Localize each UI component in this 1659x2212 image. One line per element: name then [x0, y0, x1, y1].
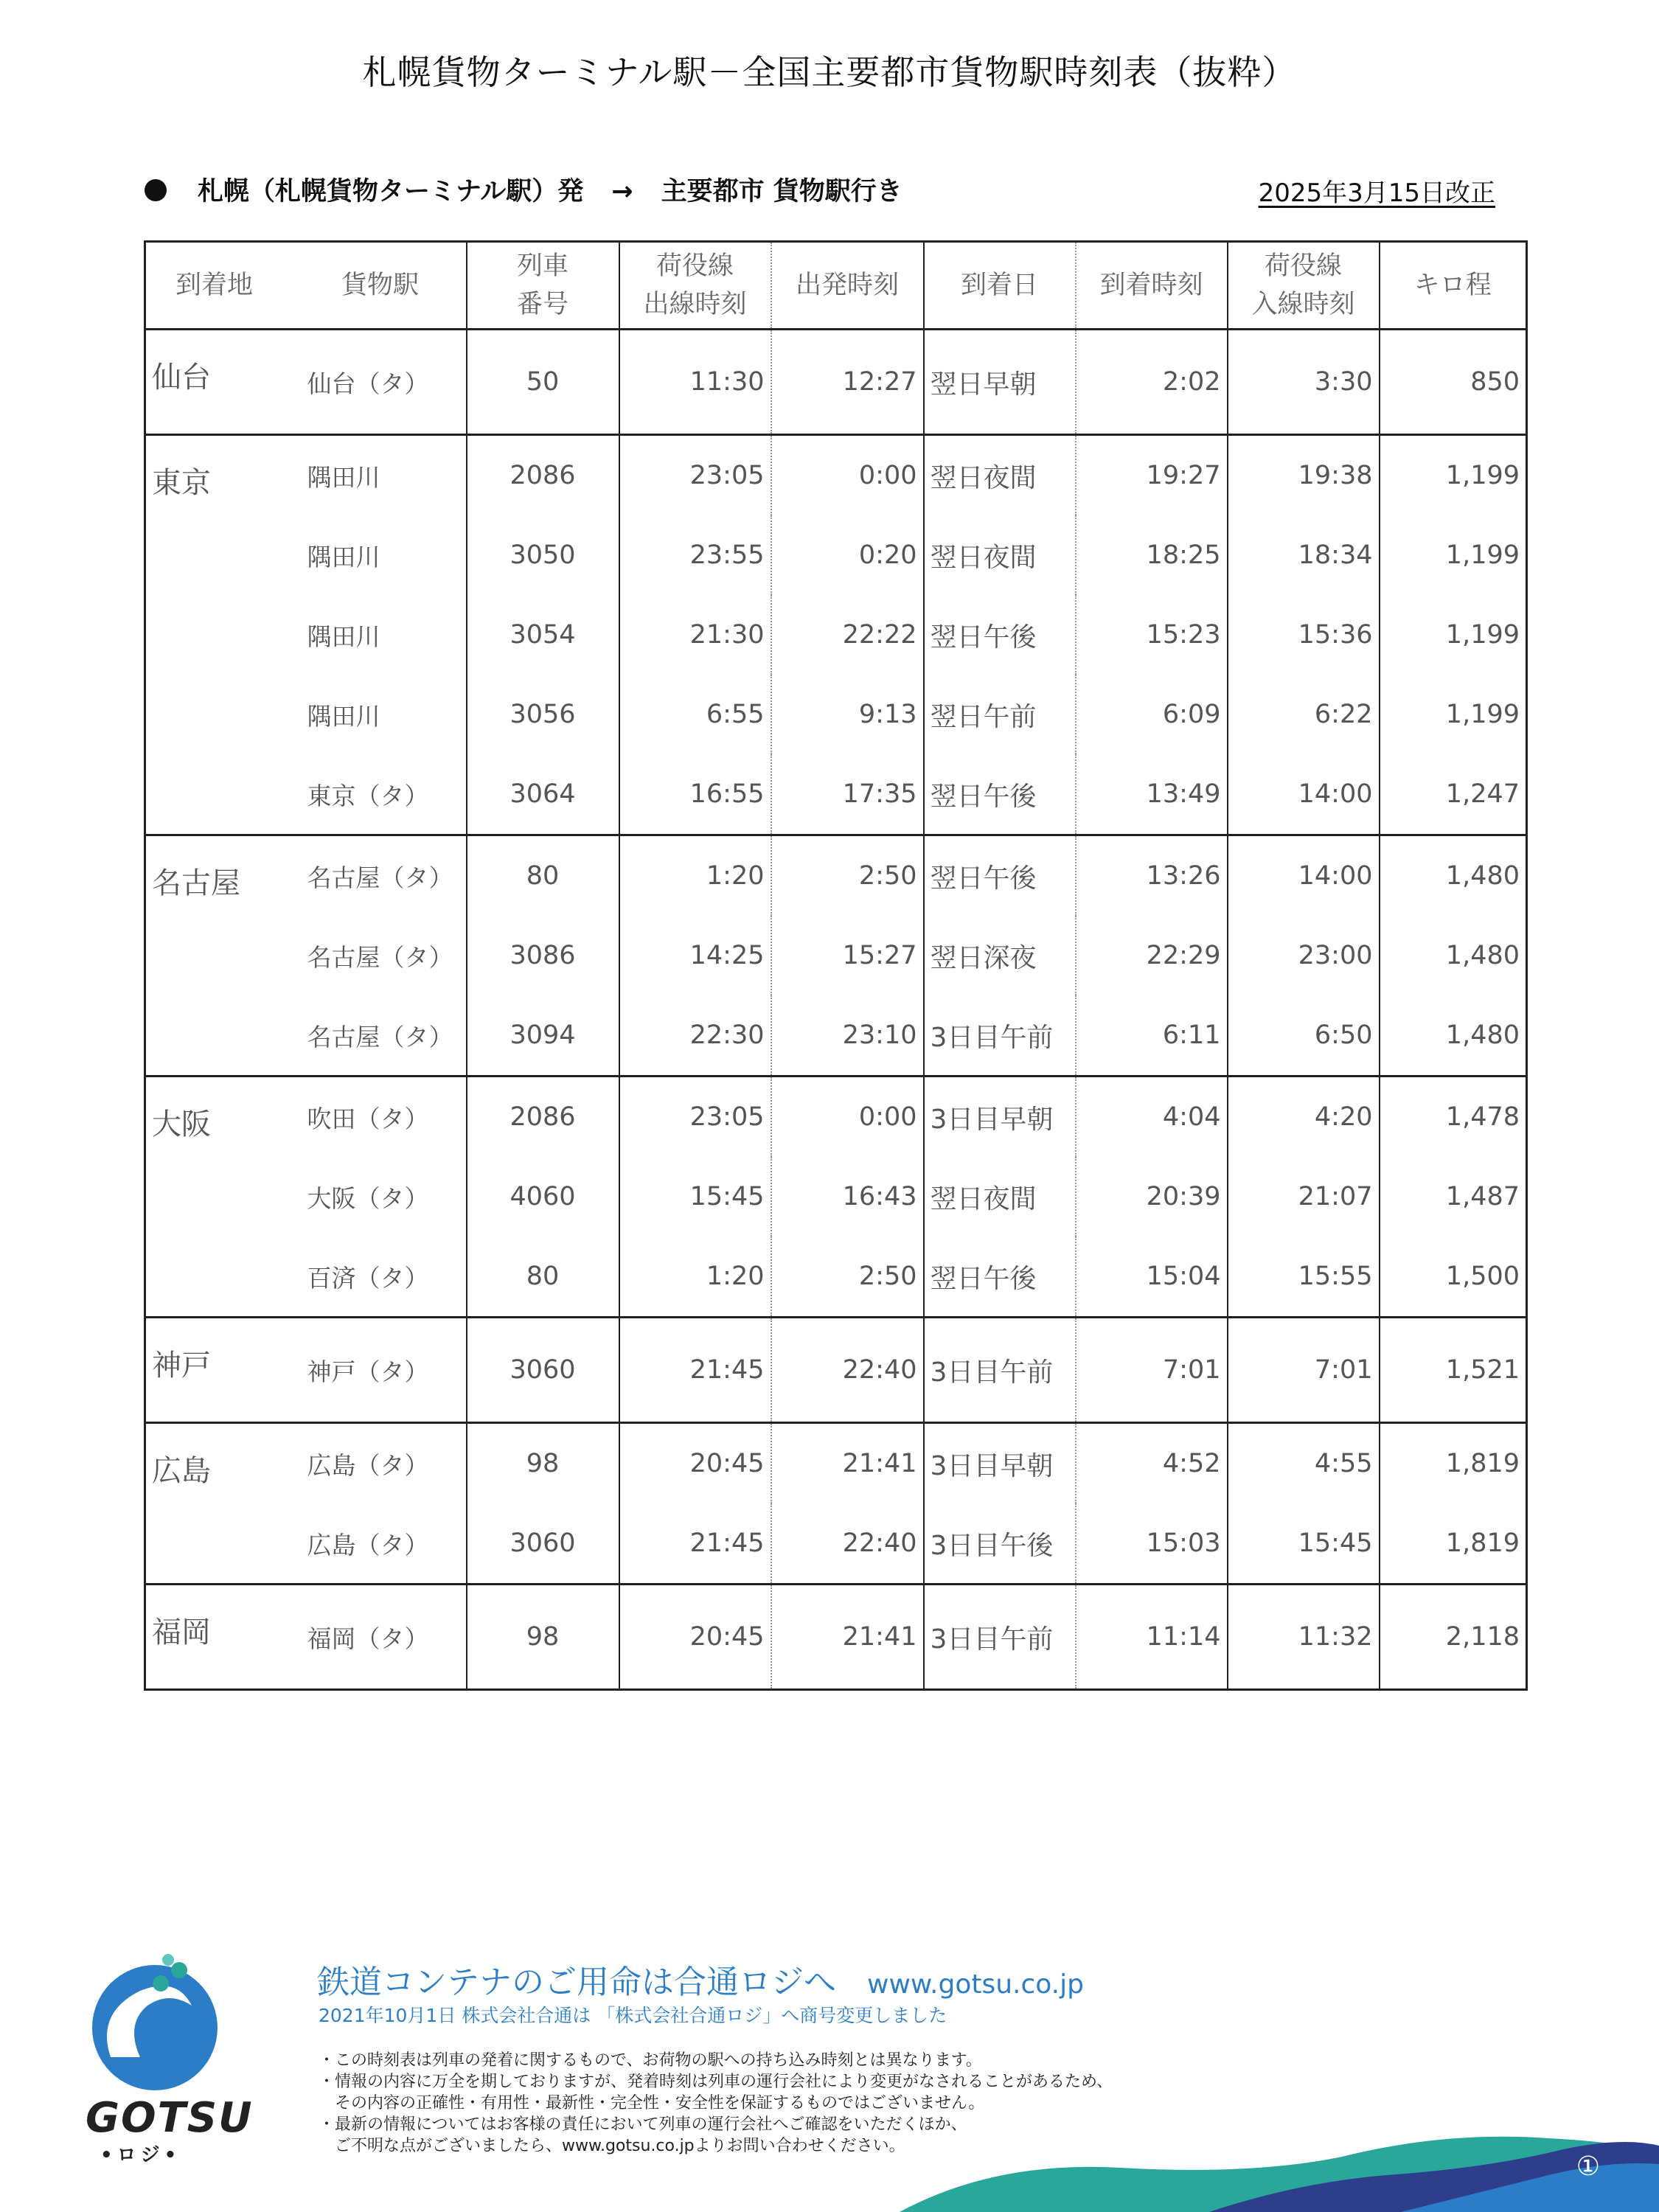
load-time-cell: 1:20	[619, 1237, 771, 1318]
arrive-time-cell: 18:25	[1076, 515, 1228, 595]
distance-cell: 1,500	[1380, 1237, 1527, 1318]
unload-time-cell: 7:01	[1228, 1318, 1380, 1423]
arrive-time-cell: 6:11	[1076, 995, 1228, 1077]
route-heading	[145, 171, 902, 208]
unload-time-cell: 14:00	[1228, 835, 1380, 917]
table-row	[145, 1077, 1527, 1158]
table-row	[145, 1237, 1527, 1318]
train-no-cell: 98	[467, 1423, 619, 1504]
depart-cell: 12:27	[771, 330, 924, 435]
arrive-day-cell: 翌日早朝	[924, 330, 1076, 435]
unload-time-cell: 15:55	[1228, 1237, 1380, 1318]
note-line: ・この時刻表は列車の発着に関するもので、お荷物の駅への持ち込み時刻とは異なります。	[319, 2051, 982, 2070]
city-cell: 東京	[145, 435, 299, 835]
distance-cell: 1,199	[1380, 675, 1527, 754]
arrive-day-cell: 翌日午後	[924, 1237, 1076, 1318]
station-cell: 百済（タ）	[307, 1263, 429, 1293]
note-line: その内容の正確性・有用性・最新性・完全性・安全性を保証するものではございません。	[335, 2094, 985, 2113]
station-cell: 広島（タ）	[299, 1423, 467, 1504]
load-time-cell: 11:30	[619, 330, 771, 435]
note-line: ・最新の情報についてはお客様の責任において列車の運行会社へご確認をいただくほか、	[319, 2115, 967, 2135]
station-cell: 東京（タ）	[307, 781, 429, 810]
train-no-cell: 4060	[467, 1157, 619, 1237]
header-train-no: 列車 番号	[467, 242, 619, 330]
route-to: 主要都市 貨物駅行き	[661, 177, 902, 206]
note-line: ・情報の内容に万全を期しておりますが、発着時刻は列車の運行会社により変更がなされることがあるため、	[319, 2073, 1113, 2092]
unload-time-cell: 6:22	[1228, 675, 1380, 754]
table-row	[145, 835, 1527, 917]
distance-cell: 1,487	[1380, 1157, 1527, 1237]
distance-cell: 2,118	[1380, 1585, 1527, 1690]
depart-cell: 0:00	[771, 435, 924, 516]
load-time-cell: 16:55	[619, 754, 771, 835]
table-row	[145, 435, 1527, 516]
station-cell: 大阪（タ）	[307, 1183, 429, 1213]
load-time-cell: 23:55	[619, 515, 771, 595]
depart-cell: 16:43	[771, 1157, 924, 1237]
arrive-day-cell: 3日目午前	[924, 1585, 1076, 1690]
logo-text: GOTSU	[86, 2094, 254, 2142]
load-time-cell: 21:45	[619, 1318, 771, 1423]
depart-cell: 17:35	[771, 754, 924, 835]
distance-cell: 1,819	[1380, 1503, 1527, 1585]
table-row	[145, 1503, 1527, 1585]
station-cell: 吹田（タ）	[299, 1077, 467, 1158]
arrive-time-cell: 15:04	[1076, 1237, 1228, 1318]
header-row	[145, 242, 1527, 330]
page-number: ①	[1576, 2152, 1600, 2182]
table-row	[145, 754, 1527, 835]
unload-time-cell: 15:36	[1228, 595, 1380, 675]
logo-subtext: •ロジ•	[100, 2144, 181, 2166]
revision-date: 2025年3月15日改正	[1258, 178, 1495, 208]
distance-cell: 1,480	[1380, 995, 1527, 1077]
unload-time-cell: 11:32	[1228, 1585, 1380, 1690]
slogan-text: 鉄道コンテナのご用命は合通ロジへ	[317, 1964, 836, 2001]
distance-cell: 1,521	[1380, 1318, 1527, 1423]
arrive-time-cell: 7:01	[1076, 1318, 1228, 1423]
train-no-cell: 80	[467, 1237, 619, 1318]
station-cell: 隅田川	[307, 701, 380, 731]
load-time-cell: 1:20	[619, 835, 771, 917]
load-time-cell: 23:05	[619, 1077, 771, 1158]
header-load-time: 荷役線 出線時刻	[619, 242, 771, 330]
station-cell: 神戸（タ）	[299, 1318, 467, 1423]
train-no-cell: 3060	[467, 1318, 619, 1423]
train-no-cell: 3056	[467, 675, 619, 754]
arrive-day-cell: 翌日午後	[924, 595, 1076, 675]
distance-cell: 1,199	[1380, 515, 1527, 595]
train-no-cell: 2086	[467, 1077, 619, 1158]
arrive-day-cell: 翌日夜間	[924, 515, 1076, 595]
header-distance: キロ程	[1380, 242, 1527, 330]
arrive-time-cell: 20:39	[1076, 1157, 1228, 1237]
depart-cell: 23:10	[771, 995, 924, 1077]
arrive-time-cell: 22:29	[1076, 916, 1228, 995]
train-no-cell: 80	[467, 835, 619, 917]
arrive-time-cell: 4:52	[1076, 1423, 1228, 1504]
arrow-right-icon: →	[611, 177, 633, 206]
arrive-day-cell: 翌日夜間	[924, 1157, 1076, 1237]
depart-cell: 9:13	[771, 675, 924, 754]
header-city: 到着地	[175, 270, 254, 300]
table-row	[145, 995, 1527, 1077]
train-no-cell: 3094	[467, 995, 619, 1077]
station-cell: 名古屋（タ）	[307, 1022, 453, 1051]
note-line: ご不明な点がございましたら、www.gotsu.co.jpよりお問い合わせください。	[335, 2137, 905, 2156]
arrive-day-cell: 3日目午前	[924, 1318, 1076, 1423]
unload-time-cell: 21:07	[1228, 1157, 1380, 1237]
header-arrive-day: 到着日	[924, 242, 1076, 330]
table-row	[145, 916, 1527, 995]
arrive-day-cell: 翌日午後	[924, 754, 1076, 835]
unload-time-cell: 19:38	[1228, 435, 1380, 516]
load-time-cell: 21:30	[619, 595, 771, 675]
station-cell: 仙台（タ）	[299, 330, 467, 435]
station-cell: 隅田川	[299, 435, 467, 516]
city-cell: 大阪	[145, 1077, 299, 1318]
unload-time-cell: 14:00	[1228, 754, 1380, 835]
arrive-time-cell: 13:49	[1076, 754, 1228, 835]
header-destination	[145, 242, 467, 330]
header-unload-time: 荷役線 入線時刻	[1228, 242, 1380, 330]
rename-notice: 2021年10月1日 株式会社合通は 「株式会社合通ロジ」へ商号変更しました	[319, 2005, 947, 2026]
header-station: 貨物駅	[341, 270, 420, 300]
train-no-cell: 2086	[467, 435, 619, 516]
train-no-cell: 3060	[467, 1503, 619, 1585]
website-link[interactable]: www.gotsu.co.jp	[867, 1969, 1084, 2000]
unload-time-cell: 4:55	[1228, 1423, 1380, 1504]
depart-cell: 0:00	[771, 1077, 924, 1158]
arrive-day-cell: 翌日午前	[924, 675, 1076, 754]
unload-time-cell: 4:20	[1228, 1077, 1380, 1158]
distance-cell: 1,819	[1380, 1423, 1527, 1504]
station-cell: 名古屋（タ）	[307, 942, 453, 972]
load-time-cell: 6:55	[619, 675, 771, 754]
arrive-day-cell: 翌日午後	[924, 835, 1076, 917]
arrive-day-cell: 3日目早朝	[924, 1423, 1076, 1504]
city-cell: 広島	[145, 1423, 299, 1585]
arrive-time-cell: 4:04	[1076, 1077, 1228, 1158]
station-cell: 広島（タ）	[307, 1530, 429, 1559]
header-arrive-time: 到着時刻	[1076, 242, 1228, 330]
table-row	[145, 595, 1527, 675]
unload-time-cell: 6:50	[1228, 995, 1380, 1077]
station-cell: 名古屋（タ）	[299, 835, 467, 917]
unload-time-cell: 18:34	[1228, 515, 1380, 595]
arrive-time-cell: 15:03	[1076, 1503, 1228, 1585]
arrive-day-cell: 翌日夜間	[924, 435, 1076, 516]
table-row	[145, 330, 1527, 435]
slogan	[317, 1955, 1084, 2003]
distance-cell: 1,480	[1380, 835, 1527, 917]
train-no-cell: 3086	[467, 916, 619, 995]
unload-time-cell: 15:45	[1228, 1503, 1380, 1585]
unload-time-cell: 3:30	[1228, 330, 1380, 435]
train-no-cell: 3064	[467, 754, 619, 835]
train-no-cell: 50	[467, 330, 619, 435]
arrive-time-cell: 13:26	[1076, 835, 1228, 917]
depart-cell: 21:41	[771, 1423, 924, 1504]
distance-cell: 1,199	[1380, 435, 1527, 516]
arrive-day-cell: 3日目午前	[924, 995, 1076, 1077]
distance-cell: 1,247	[1380, 754, 1527, 835]
load-time-cell: 22:30	[619, 995, 771, 1077]
load-time-cell: 23:05	[619, 435, 771, 516]
arrive-time-cell: 15:23	[1076, 595, 1228, 675]
distance-cell: 1,478	[1380, 1077, 1527, 1158]
distance-cell: 1,199	[1380, 595, 1527, 675]
city-cell: 名古屋	[145, 835, 299, 1077]
timetable-body	[145, 330, 1527, 1690]
station-cell: 隅田川	[307, 622, 380, 651]
page-title: 札幌貨物ターミナル駅－全国主要都市貨物駅時刻表（抜粋）	[362, 52, 1297, 92]
table-row	[145, 1318, 1527, 1423]
depart-cell: 2:50	[771, 835, 924, 917]
arrive-day-cell: 3日目早朝	[924, 1077, 1076, 1158]
arrive-day-cell: 3日目午後	[924, 1503, 1076, 1585]
depart-cell: 0:20	[771, 515, 924, 595]
table-row	[145, 515, 1527, 595]
load-time-cell: 15:45	[619, 1157, 771, 1237]
timetable	[144, 240, 1528, 1691]
city-cell: 神戸	[145, 1318, 299, 1423]
depart-cell: 2:50	[771, 1237, 924, 1318]
city-cell: 福岡	[145, 1585, 299, 1690]
logo-mark-icon	[81, 1947, 229, 2094]
arrive-time-cell: 11:14	[1076, 1585, 1228, 1690]
arrive-time-cell: 19:27	[1076, 435, 1228, 516]
train-no-cell: 3054	[467, 595, 619, 675]
depart-cell: 22:40	[771, 1318, 924, 1423]
bullet-icon	[145, 179, 167, 201]
city-cell: 仙台	[145, 330, 299, 435]
depart-cell: 22:40	[771, 1503, 924, 1585]
footer-wave-decoration	[0, 2124, 1659, 2212]
train-no-cell: 3050	[467, 515, 619, 595]
load-time-cell: 20:45	[619, 1585, 771, 1690]
unload-time-cell: 23:00	[1228, 916, 1380, 995]
load-time-cell: 21:45	[619, 1503, 771, 1585]
depart-cell: 22:22	[771, 595, 924, 675]
header-depart: 出発時刻	[771, 242, 924, 330]
arrive-day-cell: 翌日深夜	[924, 916, 1076, 995]
train-no-cell: 98	[467, 1585, 619, 1690]
table-row	[145, 1157, 1527, 1237]
station-cell: 福岡（タ）	[299, 1585, 467, 1690]
table-row	[145, 675, 1527, 754]
depart-cell: 15:27	[771, 916, 924, 995]
table-row	[145, 1423, 1527, 1504]
distance-cell: 1,480	[1380, 916, 1527, 995]
distance-cell: 850	[1380, 330, 1527, 435]
table-row	[145, 1585, 1527, 1690]
depart-cell: 21:41	[771, 1585, 924, 1690]
arrive-time-cell: 6:09	[1076, 675, 1228, 754]
route-from: 札幌（札幌貨物ターミナル駅）発	[198, 177, 584, 206]
load-time-cell: 14:25	[619, 916, 771, 995]
station-cell: 隅田川	[307, 542, 380, 571]
load-time-cell: 20:45	[619, 1423, 771, 1504]
arrive-time-cell: 2:02	[1076, 330, 1228, 435]
